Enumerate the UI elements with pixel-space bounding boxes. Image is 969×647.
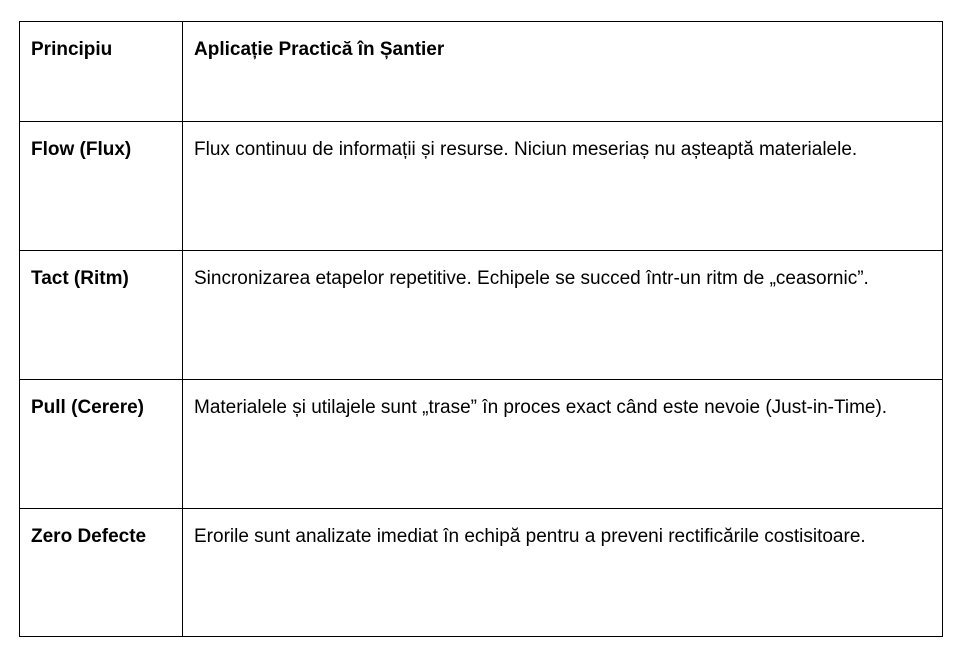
table-row (20, 509, 943, 637)
application-cell: Erorile sunt analizate imediat în echipă pentru a preveni rectificările costisitoare. (183, 509, 943, 637)
application-cell: Materialele și utilajele sunt „trase” în proces exact când este nevoie (Just-in-Time). (183, 380, 943, 509)
principles-table (19, 21, 943, 637)
table-row (20, 251, 943, 380)
application-cell: Sincronizarea etapelor repetitive. Echipele se succed într-un ritm de „ceasornic”. (183, 251, 943, 380)
table-header-row (20, 22, 943, 122)
principle-cell: Pull (Cerere) (20, 380, 183, 509)
principle-cell: Tact (Ritm) (20, 251, 183, 380)
principle-cell: Flow (Flux) (20, 122, 183, 251)
table-row (20, 122, 943, 251)
header-application: Aplicație Practică în Șantier (183, 22, 943, 122)
principle-cell: Zero Defecte (20, 509, 183, 637)
header-principle: Principiu (20, 22, 183, 122)
table-row (20, 380, 943, 509)
application-cell: Flux continuu de informații și resurse. Niciun meseriaș nu așteaptă materialele. (183, 122, 943, 251)
